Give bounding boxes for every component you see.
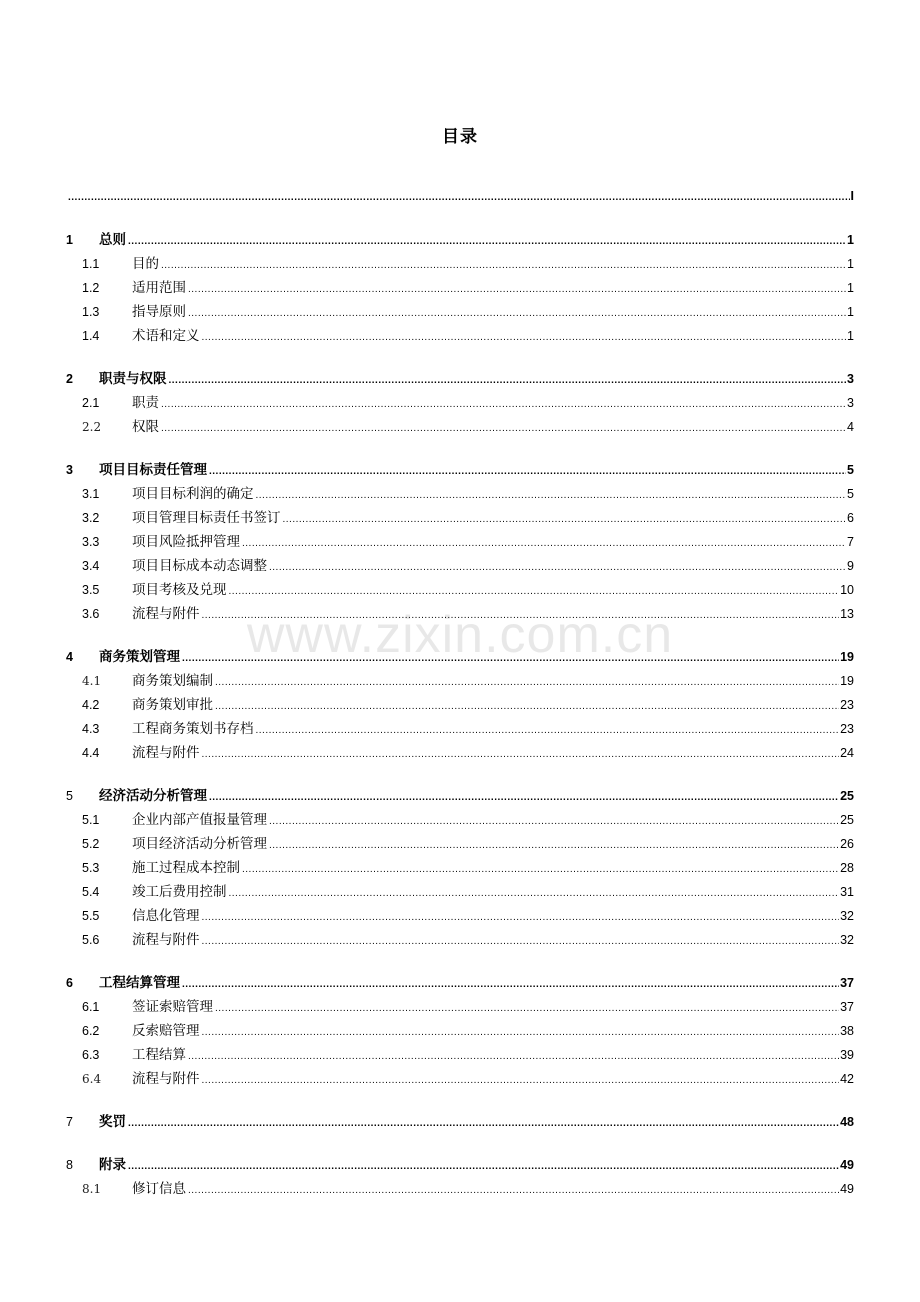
toc-dot-leader [161,422,846,436]
toc-entry-number: 5.2 [82,837,100,851]
toc-entry-title: 经济活动分析管理 [99,788,207,804]
toc-dot-leader [169,374,847,388]
toc-entry-number: 1.4 [82,329,100,343]
toc-entry-title: 项目目标利润的确定 [132,486,254,502]
toc-entry-title: 权限 [132,419,159,435]
toc-entry-number: 2 [66,372,73,386]
toc-entry-number: 5.1 [82,813,100,827]
toc-section-row[interactable] [66,879,854,901]
toc-chapter-row[interactable] [66,183,854,205]
watermark: www.zixin.com.cn [246,606,674,664]
toc-page-number: 1 [847,305,854,319]
toc-section-row[interactable] [66,529,854,551]
toc-page-number: 23 [840,722,854,736]
toc-dot-leader [242,863,839,877]
toc-chapter-row[interactable] [66,227,854,249]
toc-dot-leader [269,839,839,853]
toc-section-row[interactable] [66,716,854,738]
toc-page-number: 3 [847,372,854,386]
toc-page-number: 1 [847,329,854,343]
toc-dot-leader [202,911,840,925]
toc-entry-title: 签证索赔管理 [132,999,213,1015]
toc-entry-number: 6.1 [82,1000,100,1014]
toc-page-number: 49 [840,1158,854,1172]
toc-entry-number: 3.3 [82,535,100,549]
toc-dot-leader [215,676,839,690]
toc-entry-title: 术语和定义 [132,328,200,344]
toc-entry-title: 流程与附件 [132,1071,200,1087]
toc-dot-leader [209,465,846,479]
toc-entry-number: 5.6 [82,933,100,947]
toc-entry-number: 6 [66,976,73,990]
toc-entry-number: 4 [66,650,73,664]
toc-entry-title: 商务策划管理 [99,649,180,665]
toc-entry-title: 项目经济活动分析管理 [132,836,267,852]
toc-dot-leader [229,887,840,901]
toc-entry-title: 施工过程成本控制 [132,860,240,876]
toc-entry-number: 5 [66,789,73,803]
toc-page-number: 6 [847,511,854,525]
toc-entry-number: 5.5 [82,909,100,923]
toc-entry-number: 3.2 [82,511,100,525]
toc-chapter-row[interactable] [66,783,854,805]
toc-entry-title: 修订信息 [132,1181,186,1197]
toc-entry-number: 8 [66,1158,73,1172]
toc-entry-title: 流程与附件 [132,606,200,622]
toc-page-number: 1 [847,281,854,295]
toc-page-number: 4 [847,420,854,434]
toc-section-row[interactable] [66,601,854,623]
toc-section-row[interactable] [66,740,854,762]
toc-entry-title: 工程商务策划书存档 [132,721,254,737]
toc-section-row[interactable] [66,251,854,273]
toc-dot-leader [283,513,847,527]
toc-entry-title: 工程结算管理 [99,975,180,991]
toc-dot-leader [188,283,846,297]
toc-entry-number: 8.1 [82,1182,102,1196]
toc-entry-number: 1.1 [82,257,100,271]
toc-page-number: 10 [840,583,854,597]
toc-chapter-row[interactable] [66,366,854,388]
toc-entry-title: 企业内部产值报量管理 [132,812,267,828]
toc-page-number: 1 [847,233,854,247]
toc-page-number: 9 [847,559,854,573]
toc-section-row[interactable] [66,831,854,853]
toc-dot-leader [128,235,846,249]
toc-section-row[interactable] [66,1066,854,1088]
toc-entry-title: 项目管理目标责任书签订 [132,510,281,526]
toc-section-row[interactable] [66,275,854,297]
toc-entry-number: 3.5 [82,583,100,597]
toc-entry-title: 工程结算 [132,1047,186,1063]
toc-section-row[interactable] [66,1018,854,1040]
toc-dot-leader [269,561,846,575]
toc-section-row[interactable] [66,855,854,877]
toc-entry-number: 2.1 [82,396,100,410]
toc-dot-leader [202,1026,840,1040]
toc-section-row[interactable] [66,927,854,949]
toc-page-number: 28 [840,861,854,875]
toc-page-number: 5 [847,487,854,501]
toc-dot-leader [161,259,846,273]
toc-section-row[interactable] [66,1176,854,1198]
toc-dot-leader [128,1160,839,1174]
toc-entry-title: 流程与附件 [132,932,200,948]
toc-section-row[interactable] [66,577,854,599]
toc-entry-title: 信息化管理 [132,908,200,924]
toc-section-row[interactable] [66,414,854,436]
toc-page-number: 3 [847,396,854,410]
toc-entry-title: 适用范围 [132,280,186,296]
toc-entry-number: 1.2 [82,281,100,295]
toc-entry-title: 职责与权限 [99,371,167,387]
toc-entry-title: 商务策划审批 [132,697,213,713]
toc-entry-title: 总则 [99,232,126,248]
toc-section-row[interactable] [66,994,854,1016]
toc-page-number: 37 [840,1000,854,1014]
toc-dot-leader [256,489,847,503]
toc-section-row[interactable] [66,668,854,690]
toc-entry-number: 3.4 [82,559,100,573]
toc-dot-leader [161,398,846,412]
toc-chapter-row[interactable] [66,1109,854,1131]
toc-dot-leader [215,1002,839,1016]
toc-entry-number: 1 [66,233,73,247]
toc-chapter-row[interactable] [66,644,854,666]
toc-entry-number: 6.4 [82,1072,102,1086]
toc-entry-number: 3.6 [82,607,100,621]
toc-page-number: 32 [840,909,854,923]
toc-page-number: 24 [840,746,854,760]
page-title: 目录 [442,127,478,147]
toc-entry-number: 7 [66,1115,73,1129]
toc-chapter-row[interactable] [66,970,854,992]
toc-dot-leader [188,307,846,321]
toc-dot-leader [202,331,847,345]
toc-section-row[interactable] [66,323,854,345]
toc-page-number: 1 [847,257,854,271]
toc-entry-title: 项目目标成本动态调整 [132,558,267,574]
toc-entry-number: 5.4 [82,885,100,899]
toc-entry-number: 1.3 [82,305,100,319]
toc-dot-leader [182,652,839,666]
toc-page-number: 13 [840,607,854,621]
toc-section-row[interactable] [66,692,854,714]
toc-entry-title: 附录 [99,1157,126,1173]
toc-dot-leader [202,748,840,762]
toc-page-number: 7 [847,535,854,549]
toc-page-number: I [850,189,854,203]
toc-dot-leader [202,1074,840,1088]
toc-dot-leader [202,609,840,623]
toc-entry-number: 3.1 [82,487,100,501]
toc-entry-title: 指导原则 [132,304,186,320]
toc-dot-leader [215,700,839,714]
toc-entry-title: 项目目标责任管理 [99,462,207,478]
toc-entry-title: 竣工后费用控制 [132,884,227,900]
toc-chapter-row[interactable] [66,1152,854,1174]
toc-dot-leader [242,537,846,551]
toc-page-number: 5 [847,463,854,477]
toc-page-number: 23 [840,698,854,712]
toc-section-row[interactable] [66,299,854,321]
toc-entry-title: 项目风险抵押管理 [132,534,240,550]
toc-entry-number: 4.1 [82,674,102,688]
toc-page-number: 19 [840,650,854,664]
toc-dot-leader [182,978,839,992]
toc-page-number: 37 [840,976,854,990]
toc-entry-number: 4.2 [82,698,100,712]
toc-page-number: 48 [840,1115,854,1129]
toc-page-number: 38 [840,1024,854,1038]
toc-section-row[interactable] [66,553,854,575]
toc-entry-number: 2.2 [82,420,102,434]
toc-entry-title: 商务策划编制 [132,673,213,689]
toc-section-row[interactable] [66,903,854,925]
toc-section-row[interactable] [66,1042,854,1064]
toc-page-number: 39 [840,1048,854,1062]
toc-entry-title: 奖罚 [99,1114,126,1130]
toc-page-number: 42 [840,1072,854,1086]
toc-section-row[interactable] [66,481,854,503]
toc-entry-number: 6.2 [82,1024,100,1038]
toc-page-number: 31 [840,885,854,899]
toc-section-row[interactable] [66,807,854,829]
toc-dot-leader [68,191,850,205]
toc-chapter-row[interactable] [66,457,854,479]
toc-page-number: 25 [840,813,854,827]
toc-entry-title: 目的 [132,256,159,272]
toc-entry-number: 3 [66,463,73,477]
toc-dot-leader [256,724,840,738]
toc-dot-leader [188,1184,839,1198]
toc-page-number: 49 [840,1182,854,1196]
toc-entry-number: 5.3 [82,861,100,875]
toc-page-number: 26 [840,837,854,851]
toc-page-number: 32 [840,933,854,947]
toc-section-row[interactable] [66,390,854,412]
toc-entry-title: 反索赔管理 [132,1023,200,1039]
toc-section-row[interactable] [66,505,854,527]
toc-entry-title: 流程与附件 [132,745,200,761]
toc-entry-number: 4.4 [82,746,100,760]
toc-entry-title: 职责 [132,395,159,411]
toc-page-number: 25 [840,789,854,803]
toc-page-number: 19 [840,674,854,688]
toc-dot-leader [202,935,840,949]
toc-dot-leader [128,1117,839,1131]
toc-entry-title: 项目考核及兑现 [132,582,227,598]
toc-entry-number: 6.3 [82,1048,100,1062]
toc-dot-leader [188,1050,839,1064]
toc-dot-leader [229,585,840,599]
toc-dot-leader [269,815,839,829]
toc-entry-number: 4.3 [82,722,100,736]
toc-dot-leader [209,791,839,805]
